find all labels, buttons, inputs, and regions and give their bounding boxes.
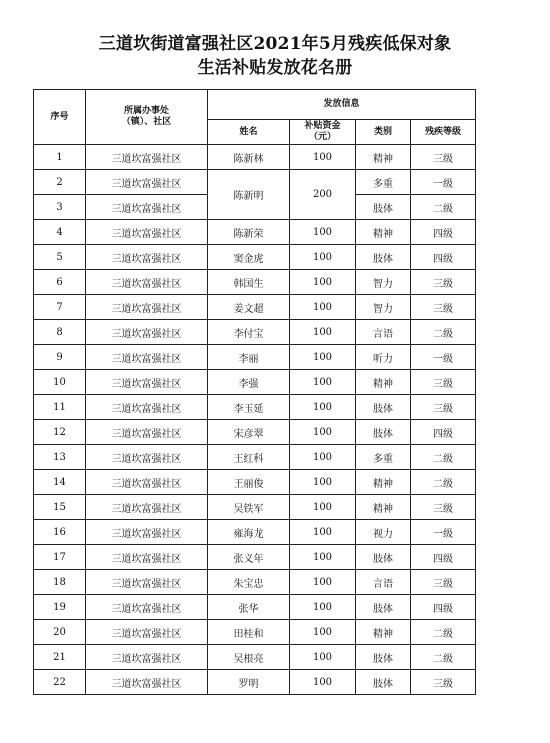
cell-amount: 100 — [290, 220, 356, 245]
cell-seq: 17 — [34, 545, 86, 570]
cell-office: 三道坎富强社区 — [86, 320, 208, 345]
cell-office: 三道坎富强社区 — [86, 420, 208, 445]
cell-seq: 20 — [34, 620, 86, 645]
cell-office: 三道坎富强社区 — [86, 520, 208, 545]
table-row — [34, 295, 476, 320]
cell-name: 田桂和 — [208, 620, 290, 645]
cell-name: 陈新荣 — [208, 220, 290, 245]
table-row — [34, 395, 476, 420]
cell-office: 三道坎富强社区 — [86, 170, 208, 195]
table-row — [34, 220, 476, 245]
cell-category: 肢体 — [356, 645, 411, 670]
cell-name: 吴根亮 — [208, 645, 290, 670]
cell-amount: 100 — [290, 370, 356, 395]
cell-name: 雍海龙 — [208, 520, 290, 545]
table-row — [34, 545, 476, 570]
cell-seq: 22 — [34, 670, 86, 695]
cell-amount: 100 — [290, 320, 356, 345]
cell-category: 言语 — [356, 320, 411, 345]
cell-office: 三道坎富强社区 — [86, 195, 208, 220]
cell-amount: 100 — [290, 245, 356, 270]
document-title-line-1: 三道坎街道富强社区2021年5月残疾低保对象 — [98, 34, 452, 54]
cell-category: 精神 — [356, 370, 411, 395]
cell-level: 一级 — [411, 170, 476, 195]
cell-level: 三级 — [411, 295, 476, 320]
cell-office: 三道坎富强社区 — [86, 470, 208, 495]
table-row — [34, 270, 476, 295]
cell-level: 二级 — [411, 645, 476, 670]
table-row — [34, 445, 476, 470]
cell-office: 三道坎富强社区 — [86, 595, 208, 620]
cell-amount: 100 — [290, 470, 356, 495]
cell-level: 三级 — [411, 145, 476, 170]
cell-seq: 4 — [34, 220, 86, 245]
header-office-line-2: （镇）、社区 — [121, 117, 172, 127]
cell-name: 陈新林 — [208, 145, 290, 170]
header-level: 残疾等级 — [411, 120, 476, 145]
cell-office: 三道坎富强社区 — [86, 645, 208, 670]
cell-seq: 6 — [34, 270, 86, 295]
cell-name: 张华 — [208, 595, 290, 620]
header-name: 姓名 — [208, 120, 290, 145]
cell-name: 朱宝忠 — [208, 570, 290, 595]
cell-name: 吴铁军 — [208, 495, 290, 520]
table-row — [34, 520, 476, 545]
cell-level: 三级 — [411, 395, 476, 420]
cell-amount: 100 — [290, 570, 356, 595]
cell-category: 肢体 — [356, 670, 411, 695]
cell-name: 李付宝 — [208, 320, 290, 345]
cell-level: 一级 — [411, 520, 476, 545]
cell-level: 二级 — [411, 320, 476, 345]
cell-name: 陈新明 — [208, 170, 290, 220]
cell-seq: 15 — [34, 495, 86, 520]
header-issue-info: 发放信息 — [208, 90, 476, 120]
cell-amount: 200 — [290, 170, 356, 220]
cell-category: 智力 — [356, 295, 411, 320]
cell-seq: 19 — [34, 595, 86, 620]
header-seq: 序号 — [34, 90, 86, 145]
cell-level: 三级 — [411, 370, 476, 395]
cell-name: 李强 — [208, 370, 290, 395]
cell-level: 三级 — [411, 670, 476, 695]
cell-level: 四级 — [411, 245, 476, 270]
cell-amount: 100 — [290, 270, 356, 295]
cell-name: 韩国生 — [208, 270, 290, 295]
table-row — [34, 670, 476, 695]
cell-level: 二级 — [411, 620, 476, 645]
table-row — [34, 470, 476, 495]
cell-category: 肢体 — [356, 245, 411, 270]
table-row — [34, 345, 476, 370]
cell-seq: 9 — [34, 345, 86, 370]
cell-amount: 100 — [290, 545, 356, 570]
cell-name: 姜文超 — [208, 295, 290, 320]
cell-category: 肢体 — [356, 195, 411, 220]
table-row — [34, 320, 476, 345]
cell-seq: 16 — [34, 520, 86, 545]
header-office-line-1: 所属办事处 — [123, 106, 169, 116]
cell-amount: 100 — [290, 345, 356, 370]
cell-amount: 100 — [290, 645, 356, 670]
header-office — [86, 90, 208, 145]
cell-name: 王红科 — [208, 445, 290, 470]
header-category: 类别 — [356, 120, 411, 145]
cell-name: 李丽 — [208, 345, 290, 370]
table-row — [34, 570, 476, 595]
cell-category: 听力 — [356, 345, 411, 370]
cell-level: 三级 — [411, 270, 476, 295]
cell-office: 三道坎富强社区 — [86, 620, 208, 645]
cell-seq: 14 — [34, 470, 86, 495]
cell-office: 三道坎富强社区 — [86, 545, 208, 570]
table-row — [34, 245, 476, 270]
table-row — [34, 170, 476, 195]
cell-seq: 1 — [34, 145, 86, 170]
cell-category: 精神 — [356, 620, 411, 645]
cell-amount: 100 — [290, 670, 356, 695]
cell-level: 四级 — [411, 420, 476, 445]
cell-category: 智力 — [356, 270, 411, 295]
cell-category: 精神 — [356, 495, 411, 520]
table-row — [34, 420, 476, 445]
cell-category: 肢体 — [356, 395, 411, 420]
cell-category: 肢体 — [356, 545, 411, 570]
cell-amount: 100 — [290, 145, 356, 170]
table-header — [34, 90, 476, 145]
subsidy-roster-table — [33, 89, 476, 695]
cell-category: 多重 — [356, 445, 411, 470]
cell-category: 肢体 — [356, 420, 411, 445]
cell-seq: 11 — [34, 395, 86, 420]
cell-seq: 5 — [34, 245, 86, 270]
cell-name: 窦金虎 — [208, 245, 290, 270]
cell-level: 二级 — [411, 195, 476, 220]
cell-amount: 100 — [290, 595, 356, 620]
table-row — [34, 620, 476, 645]
cell-office: 三道坎富强社区 — [86, 220, 208, 245]
document-title-line-2: 生活补贴发放花名册 — [197, 58, 353, 78]
cell-amount: 100 — [290, 445, 356, 470]
cell-seq: 10 — [34, 370, 86, 395]
cell-seq: 2 — [34, 170, 86, 195]
table-row — [34, 145, 476, 170]
cell-level: 三级 — [411, 570, 476, 595]
cell-category: 精神 — [356, 220, 411, 245]
header-amount-line-1: 补贴资金 — [304, 121, 341, 131]
table-row — [34, 645, 476, 670]
cell-category: 多重 — [356, 170, 411, 195]
cell-name: 李玉延 — [208, 395, 290, 420]
cell-seq: 7 — [34, 295, 86, 320]
cell-category: 肢体 — [356, 595, 411, 620]
cell-office: 三道坎富强社区 — [86, 145, 208, 170]
cell-name: 王丽俊 — [208, 470, 290, 495]
cell-amount: 100 — [290, 620, 356, 645]
cell-amount: 100 — [290, 520, 356, 545]
cell-office: 三道坎富强社区 — [86, 370, 208, 395]
cell-office: 三道坎富强社区 — [86, 270, 208, 295]
cell-office: 三道坎富强社区 — [86, 495, 208, 520]
cell-level: 三级 — [411, 495, 476, 520]
header-amount — [290, 120, 356, 145]
cell-amount: 100 — [290, 295, 356, 320]
cell-office: 三道坎富强社区 — [86, 295, 208, 320]
cell-category: 精神 — [356, 145, 411, 170]
table-row — [34, 370, 476, 395]
cell-office: 三道坎富强社区 — [86, 395, 208, 420]
cell-level: 一级 — [411, 345, 476, 370]
table-body — [34, 145, 476, 695]
cell-amount: 100 — [290, 420, 356, 445]
cell-office: 三道坎富强社区 — [86, 345, 208, 370]
cell-seq: 12 — [34, 420, 86, 445]
cell-office: 三道坎富强社区 — [86, 670, 208, 695]
cell-name: 罗明 — [208, 670, 290, 695]
cell-category: 言语 — [356, 570, 411, 595]
cell-seq: 8 — [34, 320, 86, 345]
cell-level: 四级 — [411, 545, 476, 570]
table-row — [34, 495, 476, 520]
cell-amount: 100 — [290, 495, 356, 520]
cell-category: 精神 — [356, 470, 411, 495]
cell-level: 四级 — [411, 595, 476, 620]
cell-office: 三道坎富强社区 — [86, 570, 208, 595]
cell-category: 视力 — [356, 520, 411, 545]
table-row — [34, 595, 476, 620]
cell-seq: 13 — [34, 445, 86, 470]
cell-office: 三道坎富强社区 — [86, 445, 208, 470]
header-amount-line-2: （元） — [308, 132, 336, 142]
cell-level: 二级 — [411, 445, 476, 470]
cell-seq: 21 — [34, 645, 86, 670]
cell-level: 二级 — [411, 470, 476, 495]
cell-name: 宋彦翠 — [208, 420, 290, 445]
cell-name: 张义年 — [208, 545, 290, 570]
cell-seq: 3 — [34, 195, 86, 220]
cell-seq: 18 — [34, 570, 86, 595]
cell-level: 四级 — [411, 220, 476, 245]
cell-office: 三道坎富强社区 — [86, 245, 208, 270]
cell-amount: 100 — [290, 395, 356, 420]
